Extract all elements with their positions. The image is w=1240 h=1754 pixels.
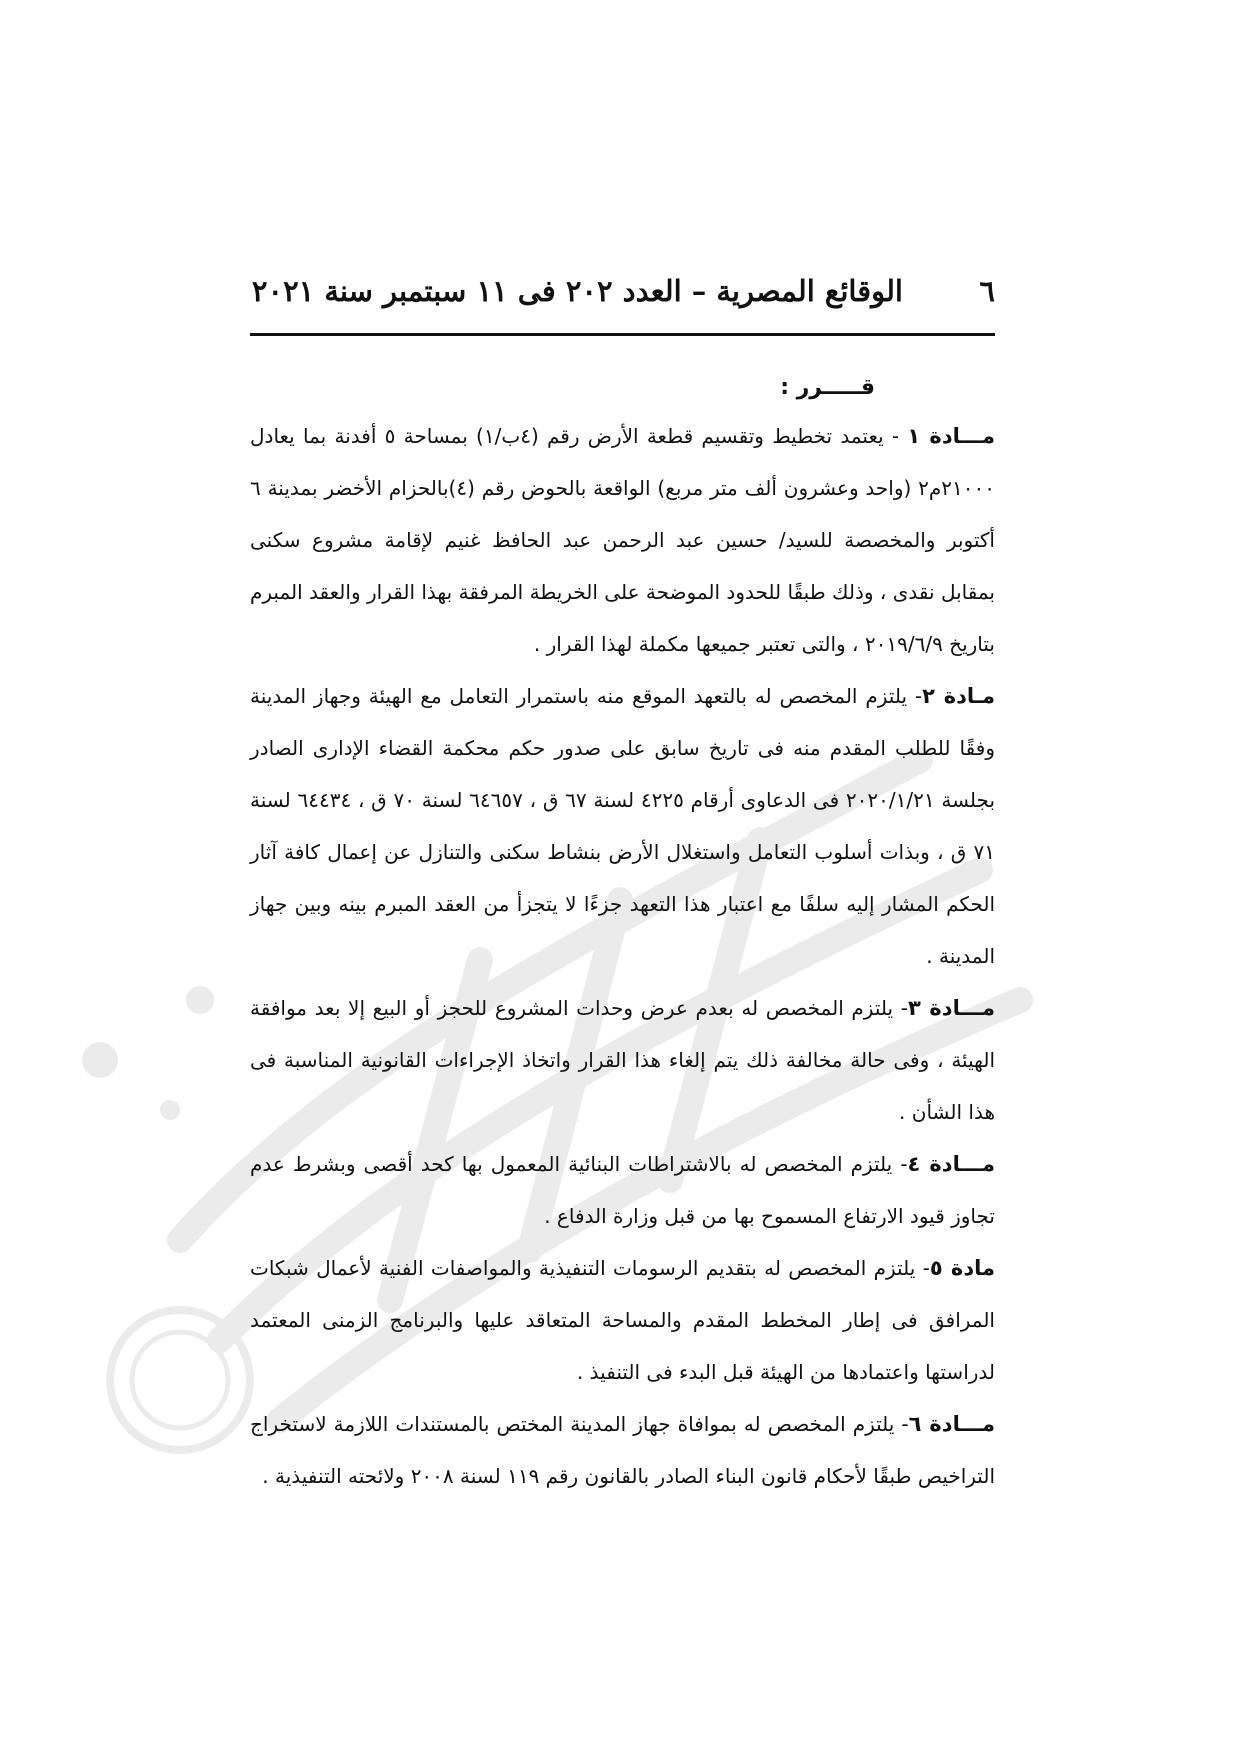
- article-1: [250, 410, 995, 670]
- article-6: [250, 1398, 995, 1502]
- article-3: [250, 982, 995, 1138]
- article-label: مـــادة ٦: [908, 1412, 996, 1436]
- article-text: - يعتمد تخطيط وتقسيم قطعة الأرض رقم (٤ب/١) بمساحة ٥ أفدنة بما يعادل ٢١٠٠٠م٢ (واحد وعشرون ألف متر مربع) الواقعة بالحوض رقم (٤)بالحزام الأخضر بمدينة ٦ أكتوبر والمخصصة للسيد/ حسين عبد الرحمن عبد الحافظ غنيم لإقامة مشروع سكنى بمقابل نقدى ، وذلك طبقًا للحدود الموضحة على الخريطة المرفقة بهذا القرار والعقد المبرم بتاريخ ٢٠١٩/٦/٩ ، والتى تعتبر جميعها مكملة لهذا القرار .: [250, 424, 995, 656]
- decision-body: [250, 368, 995, 1502]
- article-text: - يلتزم المخصص له بتقديم الرسومات التنفيذية والمواصفات الفنية لأعمال شبكات المرافق فى إطار المخطط المقدم والمساحة المتعاقد عليها والبرنامج الزمنى المعتمد لدراستها واعتمادها من الهيئة قبل البدء فى التنفيذ .: [250, 1256, 995, 1384]
- article-5: [250, 1242, 995, 1398]
- gazette-title: الوقائع المصرية – العدد ٢٠٢ فى ١١ سبتمبر سنة ٢٠٢١: [251, 274, 903, 308]
- article-label: مـــادة ٤: [907, 1152, 995, 1176]
- article-text: - يلتزم المخصص له بالتعهد الموقع منه باستمرار التعامل مع الهيئة وجهاز المدينة وفقًا للطلب المقدم منه فى تاريخ سابق على صدور حكم محكمة القضاء الإدارى الصادر بجلسة ٢٠٢٠/١/٢١ فى الدعاوى أرقام ٤٢٢٥ لسنة ٦٧ ق ، ٦٤٦٥٧ لسنة ٧٠ ق ، ٦٤٤٣٤ لسنة ٧١ ق ، وبذات أسلوب التعامل واستغلال الأرض بنشاط سكنى والتنازل عن إعمال كافة آثار الحكم المشار إليه سلفًا مع اعتبار هذا التعهد جزءًا لا يتجزأ من العقد المبرم بينه وبين جهاز المدينة .: [250, 684, 996, 968]
- article-text: - يلتزم المخصص له بالاشتراطات البنائية المعمول بها كحد أقصى وبشرط عدم تجاوز قيود الارتفاع المسموح بها من قبل وزارة الدفاع .: [250, 1152, 995, 1228]
- article-text: - يلتزم المخصص له بموافاة جهاز المدينة المختص بالمستندات اللازمة لاستخراج التراخيص طبقًا لأحكام قانون البناء الصادر بالقانون رقم ١١٩ لسنة ٢٠٠٨ ولائحته التنفيذية .: [250, 1412, 995, 1488]
- article-2: [250, 670, 995, 982]
- header-divider: [250, 333, 995, 336]
- article-label: مـادة ٢: [922, 684, 995, 708]
- article-4: [250, 1138, 995, 1242]
- article-text: - يلتزم المخصص له بعدم عرض وحدات المشروع للحجز أو البيع إلا بعد موافقة الهيئة ، وفى حالة مخالفة ذلك يتم إلغاء هذا القرار واتخاذ الإجراءات القانونية المناسبة فى هذا الشأن .: [250, 996, 995, 1124]
- page-number: ٦: [979, 274, 995, 308]
- page-header: [250, 268, 995, 328]
- article-label: مادة ٥: [929, 1256, 995, 1280]
- article-label: مـــادة ١: [907, 424, 996, 448]
- article-label: مـــادة ٣: [907, 996, 995, 1020]
- decision-heading: قـــــرر :: [780, 375, 875, 400]
